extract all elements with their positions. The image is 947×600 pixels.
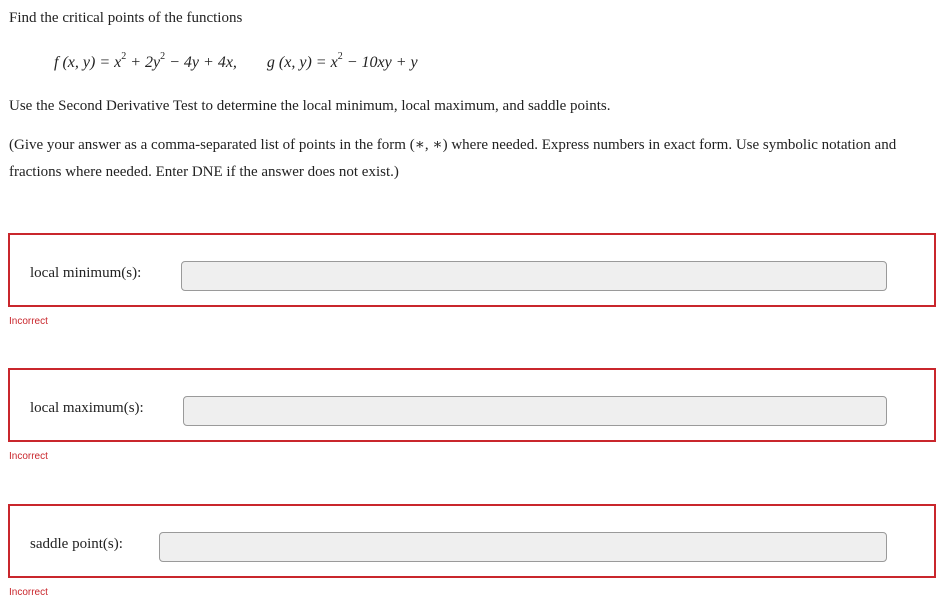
f-exponent-2: 2: [160, 50, 166, 62]
g-rhs-part-1: = x: [315, 54, 338, 71]
answer-format-note: (Give your answer as a comma-separated list of points in the form (∗, ∗) where needed. Express numbers in exact form. Use symbolic notation and fractions where needed. Enter DNE if the answer does not exist.): [9, 137, 897, 180]
equation-line: [54, 52, 418, 74]
f-args: (x, y): [62, 54, 96, 71]
f-exponent-1: 2: [121, 50, 127, 62]
saddle-answer-box: [8, 504, 936, 578]
local-max-feedback: Incorrect: [9, 451, 48, 462]
f-name: f: [54, 54, 59, 71]
saddle-label: saddle point(s):: [30, 536, 123, 552]
local-max-label: local maximum(s):: [30, 400, 144, 416]
local-max-input[interactable]: [183, 396, 887, 426]
g-args: (x, y): [278, 54, 312, 71]
f-function: [54, 50, 241, 71]
question-title: Find the critical points of the functions: [9, 10, 243, 26]
g-function: [266, 50, 418, 71]
g-exponent-1: 2: [337, 50, 343, 62]
g-name: g: [266, 54, 275, 71]
saddle-input[interactable]: [159, 532, 887, 562]
instruction-text: Use the Second Derivative Test to determine the local minimum, local maximum, and saddle points.: [9, 98, 611, 114]
f-rhs-part-3: − 4y + 4x,: [165, 54, 237, 71]
f-rhs-part-2: + 2y: [126, 54, 161, 71]
g-rhs-part-2: − 10xy + y: [342, 54, 418, 71]
local-min-answer-box: [8, 233, 936, 307]
local-min-input[interactable]: [181, 261, 887, 291]
f-rhs-part-1: = x: [99, 54, 122, 71]
local-min-feedback: Incorrect: [9, 316, 48, 327]
local-max-answer-box: [8, 368, 936, 442]
saddle-feedback: Incorrect: [9, 587, 48, 598]
local-min-label: local minimum(s):: [30, 265, 142, 281]
